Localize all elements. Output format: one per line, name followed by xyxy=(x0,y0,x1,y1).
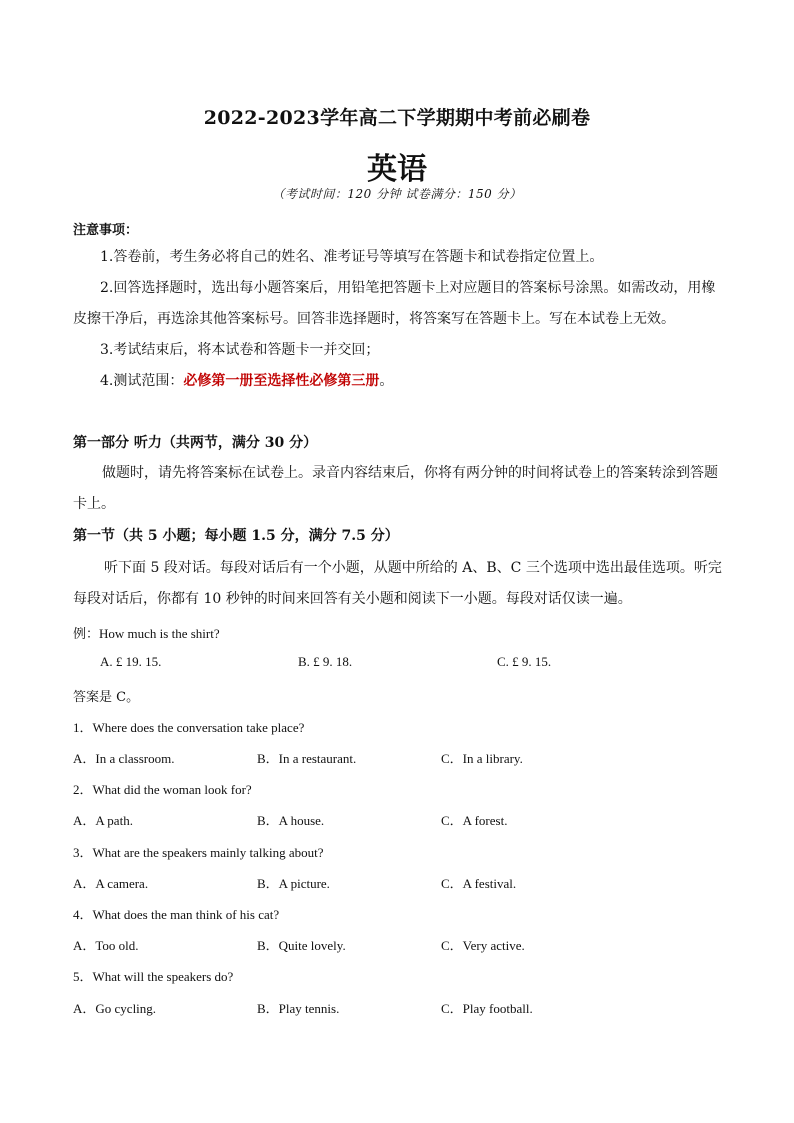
notice-title: 注意事项： xyxy=(73,223,139,238)
question-1-option-b: B．In a restaurant. xyxy=(257,751,357,766)
exam-title: 2022-2023学年高二下学期期中考前必刷卷 xyxy=(203,107,591,129)
example-option-c: C. £ 9. 15. xyxy=(497,654,552,669)
part1-intro-line-1: 做题时，请先将答案标在试卷上。录音内容结束后，你将有两分钟的时间将试卷上的答案转涂到答题 xyxy=(102,465,718,481)
question-3-option-b: B．A picture. xyxy=(257,876,330,891)
question-2-option-a: A．A path. xyxy=(73,813,133,828)
notice-item-4 xyxy=(100,373,393,390)
notice-item-4-suffix: 。 xyxy=(379,373,394,389)
example-question: 例：How much is the shirt? xyxy=(73,626,220,641)
question-stem: 3．What are the speakers mainly talking about? xyxy=(73,845,324,860)
section1-intro-line-1: 听下面 5 段对话。每段对话后有一个小题，从题中所给的 A、B、C 三个选项中选出最佳选项。听完 xyxy=(104,560,722,576)
question-stem: 4．What does the man think of his cat? xyxy=(73,907,280,922)
question-1-option-a: A．In a classroom. xyxy=(73,751,175,766)
notice-item-4-prefix: 4.测试范围： xyxy=(100,373,184,389)
question-3-option-c: C．A festival. xyxy=(441,876,517,891)
notice-item-1: 1.答卷前，考生务必将自己的姓名、准考证号等填写在答题卡和试卷指定位置上。 xyxy=(100,249,604,265)
part1-intro-line-2: 卡上。 xyxy=(73,496,115,512)
question-1-option-c: C．In a library. xyxy=(441,751,523,766)
question-stem: 5．What will the speakers do? xyxy=(73,969,234,984)
example-option-a: A. £ 19. 15. xyxy=(100,654,162,669)
question-4-option-c: C．Very active. xyxy=(441,938,525,953)
question-4-option-b: B．Quite lovely. xyxy=(257,938,346,953)
question-5-option-b: B．Play tennis. xyxy=(257,1001,340,1016)
question-2-option-c: C．A forest. xyxy=(441,813,508,828)
question-3-option-a: A．A camera. xyxy=(73,876,149,891)
question-stem: 2．What did the woman look for? xyxy=(73,782,252,797)
example-option-b: B. £ 9. 18. xyxy=(298,654,353,669)
question-stem: 1．Where does the conversation take place? xyxy=(73,720,305,735)
question-2-option-b: B．A house. xyxy=(257,813,325,828)
part1-heading: 第一部分 听力（共两节，满分 30 分） xyxy=(73,435,318,451)
test-range: 必修第一册至选择性必修第三册 xyxy=(183,373,380,389)
example-answer: 答案是 C。 xyxy=(73,690,140,705)
notice-item-3: 3.考试结束后，将本试卷和答题卡一并交回； xyxy=(100,342,380,358)
question-5-option-a: A．Go cycling. xyxy=(73,1001,157,1016)
notice-item-2-line-2: 皮擦干净后，再选涂其他答案标号。回答非选择题时，将答案写在答题卡上。写在本试卷上无效。 xyxy=(73,311,675,327)
section1-heading: 第一节（共 5 小题；每小题 1.5 分，满分 7.5 分） xyxy=(73,528,399,544)
question-5-option-c: C．Play football. xyxy=(441,1001,533,1016)
question-4-option-a: A．Too old. xyxy=(73,938,139,953)
notice-item-2-line-1: 2.回答选择题时，选出每小题答案后，用铅笔把答题卡上对应题目的答案标号涂黑。如需改动，用橡 xyxy=(100,280,716,296)
section1-intro-line-2: 每段对话后，你都有 10 秒钟的时间来回答有关小题和阅读下一小题。每段对话仅读一遍。 xyxy=(73,591,632,607)
exam-info: （考试时间：120 分钟 试卷满分：150 分） xyxy=(272,187,522,201)
subject-title: 英语 xyxy=(367,152,427,187)
